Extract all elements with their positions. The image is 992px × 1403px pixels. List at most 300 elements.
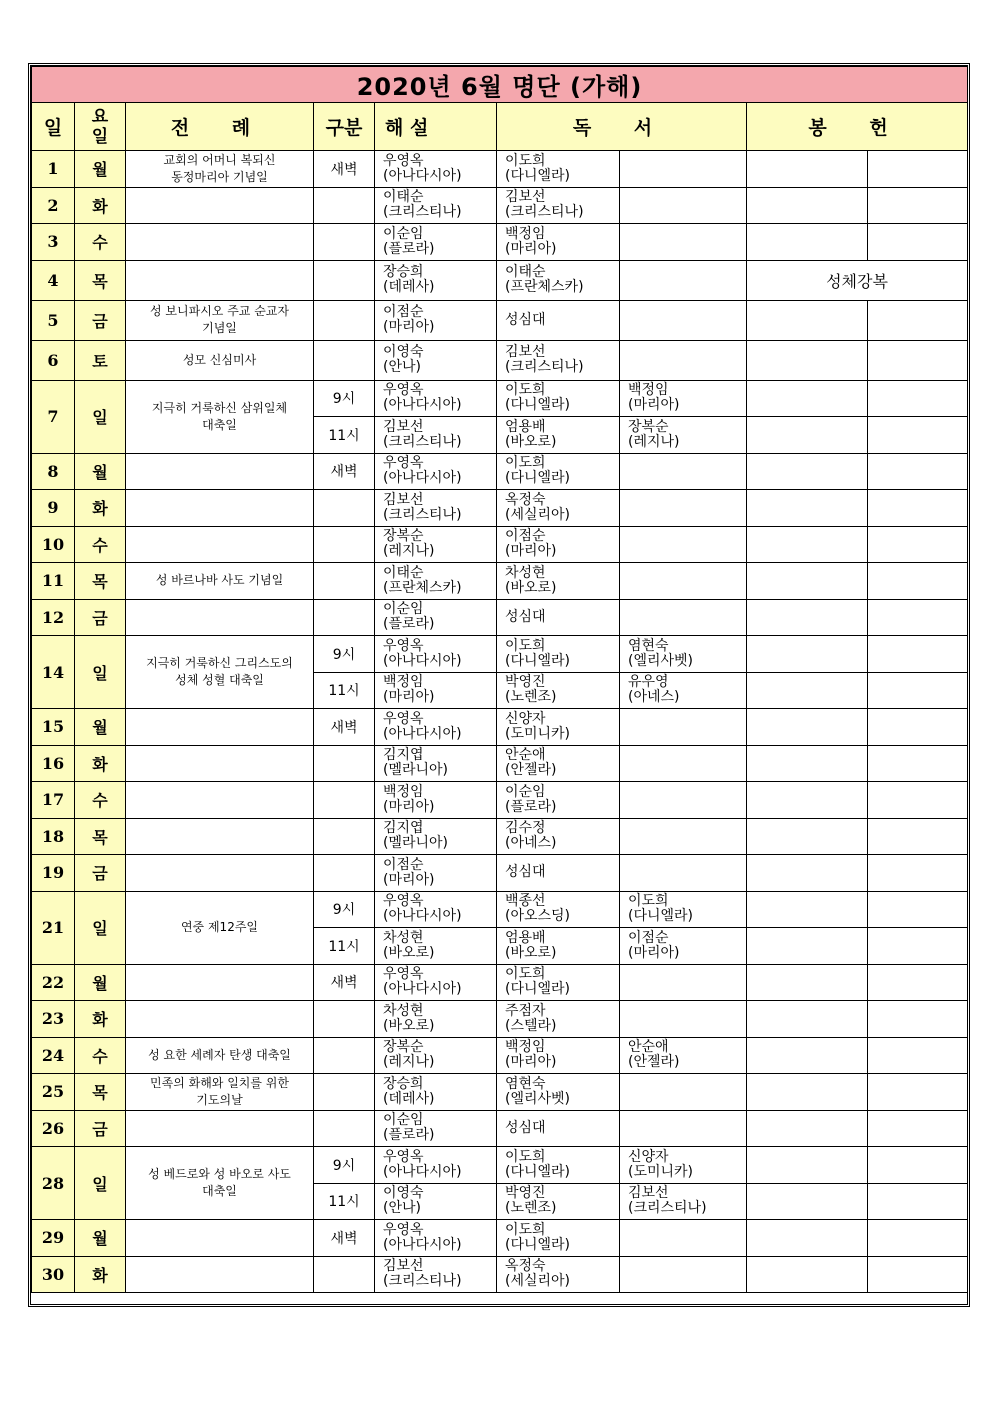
liturgy-line: 연중 제12주일 <box>180 920 259 934</box>
reader-2 <box>620 260 747 300</box>
service-time: 9시 <box>314 1147 375 1184</box>
reader-1-name: 이점순 <box>505 528 546 545</box>
day-of-week: 월 <box>75 964 126 1001</box>
commentator-baptismal: (바오로) <box>383 944 435 961</box>
commentator <box>375 563 497 600</box>
commentator-baptismal: (안나) <box>383 359 421 375</box>
reader-1-baptismal: (아네스) <box>505 835 557 852</box>
commentator-baptismal: (아나다시아) <box>383 397 462 414</box>
service-time <box>314 224 375 261</box>
day-of-week: 수 <box>75 224 126 261</box>
service-time: 새벽 <box>314 1220 375 1257</box>
roster-row <box>32 300 968 340</box>
day-number: 24 <box>32 1037 75 1074</box>
offering-2 <box>868 1220 968 1257</box>
day-of-week: 목 <box>75 563 126 600</box>
roster-row <box>32 709 968 746</box>
liturgy-line: 대축일 <box>202 1184 237 1198</box>
service-time <box>314 1037 375 1074</box>
commentator <box>375 300 497 340</box>
reader-1 <box>497 187 620 224</box>
commentator-baptismal: (플로라) <box>383 240 435 257</box>
reader-1-baptismal: (바오로) <box>505 579 557 596</box>
day-of-week: 월 <box>75 151 126 188</box>
offering-1 <box>747 1183 868 1220</box>
reader-1-name: 염현숙 <box>505 1075 546 1092</box>
day-number: 10 <box>32 526 75 563</box>
reader-1-baptismal: (다니엘라) <box>505 1236 571 1253</box>
roster-row <box>32 224 968 261</box>
liturgy-cell <box>126 453 314 490</box>
offering-1 <box>747 300 868 340</box>
service-time: 새벽 <box>314 964 375 1001</box>
offering-2 <box>868 340 968 380</box>
offering-1 <box>747 453 868 490</box>
commentator-name: 장복순 <box>383 528 424 545</box>
reader-1-name: 이순임 <box>505 783 546 800</box>
reader-2 <box>620 782 747 819</box>
offering-2 <box>868 1037 968 1074</box>
reader-2-baptismal: (아네스) <box>628 689 680 706</box>
reader-1-baptismal: (세실리아) <box>505 1273 571 1290</box>
reader-1-baptismal: (스텔라) <box>505 1017 557 1034</box>
offering-1 <box>747 224 868 261</box>
commentator-baptismal: (아나다시아) <box>383 470 462 487</box>
reader-1-baptismal: (엘리사벳) <box>505 1090 571 1107</box>
service-time <box>314 1256 375 1293</box>
reader-1-baptismal: (마리아) <box>505 240 557 257</box>
roster-row <box>32 855 968 892</box>
liturgy-line: 성 요한 세례자 탄생 대축일 <box>148 1047 291 1062</box>
reader-1 <box>497 1183 620 1220</box>
liturgy-cell <box>126 745 314 782</box>
reader-1-baptismal: (다니엘라) <box>505 167 571 184</box>
day-number: 26 <box>32 1110 75 1147</box>
commentator-baptismal: (멜라니아) <box>383 762 449 779</box>
commentator-baptismal: (데레사) <box>383 1090 435 1107</box>
liturgy-cell <box>126 563 314 600</box>
offering-2 <box>868 1256 968 1293</box>
commentator <box>375 818 497 855</box>
offering-2 <box>868 380 968 417</box>
day-number: 15 <box>32 709 75 746</box>
commentator-name: 이점순 <box>383 304 424 320</box>
roster-row <box>32 380 968 417</box>
service-time <box>314 1110 375 1147</box>
offering-note: 성체강복 <box>747 260 968 300</box>
reader-2-baptismal: (안젤라) <box>628 1054 680 1071</box>
commentator-baptismal: (아나다시아) <box>383 1236 462 1253</box>
reader-2 <box>620 855 747 892</box>
commentator-name: 김지엽 <box>383 820 424 837</box>
liturgy-cell <box>126 300 314 340</box>
reader-1 <box>497 1147 620 1184</box>
liturgy-cell <box>126 340 314 380</box>
commentator <box>375 453 497 490</box>
offering-1 <box>747 599 868 636</box>
offering-1 <box>747 563 868 600</box>
day-number: 14 <box>32 636 75 709</box>
day-number: 11 <box>32 563 75 600</box>
commentator-name: 백정임 <box>383 783 424 800</box>
reader-1-baptismal: (마리아) <box>505 1054 557 1071</box>
service-time <box>314 1074 375 1111</box>
header-reader: 독 서 <box>497 103 747 151</box>
liturgy-line: 교회의 어머니 복되신 <box>163 152 276 167</box>
day-of-week: 월 <box>75 453 126 490</box>
reader-1 <box>497 891 620 928</box>
commentator-baptismal: (마리아) <box>383 798 435 815</box>
reader-1 <box>497 417 620 454</box>
service-time: 9시 <box>314 380 375 417</box>
service-time <box>314 782 375 819</box>
day-of-week: 금 <box>75 599 126 636</box>
day-number: 21 <box>32 891 75 964</box>
reader-1 <box>497 672 620 709</box>
liturgy-cell <box>126 818 314 855</box>
offering-1 <box>747 672 868 709</box>
reader-1-name: 이도희 <box>505 152 546 169</box>
liturgy-line: 민족의 화해와 일치를 위한 <box>150 1075 289 1090</box>
service-time <box>314 490 375 527</box>
commentator <box>375 1183 497 1220</box>
commentator-baptismal: (아나다시아) <box>383 167 462 184</box>
commentator-baptismal: (플로라) <box>383 1127 435 1144</box>
offering-1 <box>747 636 868 673</box>
liturgy-line: 성 베드로와 성 바오로 사도 <box>148 1167 291 1181</box>
reader-1 <box>497 224 620 261</box>
commentator <box>375 1256 497 1293</box>
reader-1-baptismal: (다니엘라) <box>505 470 571 487</box>
liturgy-line: 동정마리아 기념일 <box>171 169 268 184</box>
day-of-week: 목 <box>75 260 126 300</box>
offering-2 <box>868 453 968 490</box>
commentator-baptismal: (멜라니아) <box>383 835 449 852</box>
reader-2 <box>620 380 747 417</box>
reader-2 <box>620 187 747 224</box>
commentator-baptismal: (데레사) <box>383 279 435 295</box>
header-liturgy: 전 례 <box>126 103 314 151</box>
reader-1 <box>497 453 620 490</box>
commentator-baptismal: (아나다시아) <box>383 1163 462 1180</box>
commentator-baptismal: (아나다시아) <box>383 652 462 669</box>
liturgy-cell <box>126 490 314 527</box>
page-title: 2020년 6월 명단 (가해) <box>32 67 968 103</box>
liturgy-line: 지극히 거룩하신 그리스도의 <box>146 656 293 670</box>
reader-1-baptismal: (안젤라) <box>505 762 557 779</box>
day-number: 29 <box>32 1220 75 1257</box>
liturgy-cell <box>126 224 314 261</box>
service-time <box>314 818 375 855</box>
day-of-week: 화 <box>75 1256 126 1293</box>
offering-2 <box>868 1110 968 1147</box>
day-number: 18 <box>32 818 75 855</box>
day-of-week: 토 <box>75 340 126 380</box>
reader-1 <box>497 782 620 819</box>
offering-1 <box>747 490 868 527</box>
commentator <box>375 151 497 188</box>
reader-1-name: 엄용배 <box>505 929 546 946</box>
liturgy-cell <box>126 964 314 1001</box>
offering-1 <box>747 818 868 855</box>
day-number: 7 <box>32 380 75 453</box>
liturgy-cell <box>126 260 314 300</box>
reader-1 <box>497 1256 620 1293</box>
commentator <box>375 417 497 454</box>
liturgy-cell <box>126 1147 314 1220</box>
offering-2 <box>868 891 968 928</box>
reader-1-name: 백종선 <box>505 893 546 910</box>
roster-row <box>32 599 968 636</box>
roster-row <box>32 260 968 300</box>
service-time: 11시 <box>314 672 375 709</box>
reader-1-name: 김수정 <box>505 820 546 837</box>
commentator <box>375 782 497 819</box>
day-of-week: 수 <box>75 1037 126 1074</box>
offering-2 <box>868 526 968 563</box>
service-time: 새벽 <box>314 709 375 746</box>
commentator-name: 김보선 <box>383 1258 424 1275</box>
commentator-name: 김보선 <box>383 491 424 508</box>
reader-1-baptismal: (다니엘라) <box>505 397 571 414</box>
day-number: 8 <box>32 453 75 490</box>
day-number: 25 <box>32 1074 75 1111</box>
offering-1 <box>747 1220 868 1257</box>
offering-2 <box>868 709 968 746</box>
commentator-baptismal: (아나다시아) <box>383 908 462 925</box>
commentator-baptismal: (프란체스카) <box>383 579 462 596</box>
reader-1 <box>497 745 620 782</box>
commentator-name: 우영옥 <box>383 1221 424 1238</box>
roster-row <box>32 782 968 819</box>
roster-row <box>32 745 968 782</box>
reader-1-baptismal: (바오로) <box>505 433 557 450</box>
offering-2 <box>868 855 968 892</box>
offering-2 <box>868 224 968 261</box>
day-of-week: 화 <box>75 187 126 224</box>
reader-1-name: 성심대 <box>505 608 546 625</box>
liturgy-cell <box>126 151 314 188</box>
reader-2 <box>620 964 747 1001</box>
commentator <box>375 260 497 300</box>
offering-2 <box>868 672 968 709</box>
commentator-name: 장승희 <box>383 264 424 280</box>
service-time: 새벽 <box>314 453 375 490</box>
reader-1 <box>497 526 620 563</box>
commentator <box>375 1001 497 1038</box>
reader-1-name: 이도희 <box>505 966 546 983</box>
commentator-name: 차성현 <box>383 929 424 946</box>
liturgy-cell <box>126 782 314 819</box>
reader-2 <box>620 224 747 261</box>
reader-2 <box>620 1256 747 1293</box>
offering-1 <box>747 891 868 928</box>
reader-1 <box>497 928 620 965</box>
reader-1-name: 이도희 <box>505 455 546 472</box>
offering-2 <box>868 490 968 527</box>
roster-row <box>32 1074 968 1111</box>
liturgy-cell <box>126 1256 314 1293</box>
day-of-week: 월 <box>75 1220 126 1257</box>
commentator-baptismal: (안나) <box>383 1200 421 1217</box>
roster-row <box>32 151 968 188</box>
reader-2 <box>620 599 747 636</box>
commentator-baptismal: (플로라) <box>383 616 435 633</box>
reader-1 <box>497 260 620 300</box>
service-time: 9시 <box>314 636 375 673</box>
commentator-name: 백정임 <box>383 674 424 691</box>
commentator <box>375 1220 497 1257</box>
reader-1-name: 박영진 <box>505 1185 546 1202</box>
commentator-name: 이순임 <box>383 601 424 618</box>
day-number: 6 <box>32 340 75 380</box>
reader-1-baptismal: (아오스딩) <box>505 908 571 925</box>
commentator-name: 이영숙 <box>383 344 424 360</box>
day-of-week: 금 <box>75 300 126 340</box>
commentator <box>375 599 497 636</box>
day-number: 28 <box>32 1147 75 1220</box>
reader-2 <box>620 818 747 855</box>
reader-1 <box>497 490 620 527</box>
reader-1 <box>497 1037 620 1074</box>
service-time <box>314 855 375 892</box>
reader-1-baptismal: (세실리아) <box>505 506 571 523</box>
day-of-week: 월 <box>75 709 126 746</box>
roster-row <box>32 187 968 224</box>
reader-2 <box>620 340 747 380</box>
reader-2 <box>620 745 747 782</box>
service-time <box>314 745 375 782</box>
day-of-week: 금 <box>75 1110 126 1147</box>
liturgy-cell <box>126 1074 314 1111</box>
service-time: 11시 <box>314 928 375 965</box>
liturgy-line: 지극히 거룩하신 삼위일체 <box>151 400 288 415</box>
reader-1 <box>497 151 620 188</box>
liturgy-line: 대축일 <box>202 417 237 432</box>
commentator-name: 이영숙 <box>383 1185 424 1202</box>
reader-2 <box>620 1147 747 1184</box>
reader-1 <box>497 340 620 380</box>
reader-2 <box>620 563 747 600</box>
commentator-name: 장복순 <box>383 1039 424 1056</box>
liturgy-line: 성체 성혈 대축일 <box>175 673 264 687</box>
reader-2-name: 염현숙 <box>628 637 669 654</box>
service-time <box>314 526 375 563</box>
commentator <box>375 380 497 417</box>
day-number: 30 <box>32 1256 75 1293</box>
commentator-name: 우영옥 <box>383 152 424 169</box>
liturgy-cell <box>126 1110 314 1147</box>
commentator <box>375 187 497 224</box>
commentator <box>375 964 497 1001</box>
day-number: 9 <box>32 490 75 527</box>
reader-2 <box>620 490 747 527</box>
offering-1 <box>747 526 868 563</box>
day-number: 23 <box>32 1001 75 1038</box>
reader-1-baptismal: (다니엘라) <box>505 1163 571 1180</box>
liturgy-line: 기념일 <box>202 321 237 335</box>
commentator-name: 이순임 <box>383 225 424 242</box>
reader-2 <box>620 1074 747 1111</box>
offering-2 <box>868 782 968 819</box>
reader-2-baptismal: (엘리사벳) <box>628 652 694 669</box>
reader-2-name: 유우영 <box>628 674 669 691</box>
reader-2 <box>620 417 747 454</box>
offering-2 <box>868 187 968 224</box>
reader-1-name: 옥정숙 <box>505 491 546 508</box>
liturgy-cell <box>126 709 314 746</box>
header-day: 일 <box>32 103 75 151</box>
offering-1 <box>747 1074 868 1111</box>
offering-2 <box>868 1074 968 1111</box>
reader-2-name: 이점순 <box>628 929 669 946</box>
commentator-name: 이태순 <box>383 189 424 206</box>
reader-1-name: 성심대 <box>505 1119 546 1136</box>
day-of-week: 수 <box>75 526 126 563</box>
offering-2 <box>868 599 968 636</box>
service-time <box>314 563 375 600</box>
roster-row <box>32 1110 968 1147</box>
roster-row <box>32 490 968 527</box>
roster-row <box>32 818 968 855</box>
liturgy-line: 성 보니파시오 주교 순교자 <box>150 304 289 318</box>
liturgy-cell <box>126 599 314 636</box>
day-of-week: 금 <box>75 855 126 892</box>
roster-row <box>32 526 968 563</box>
header-commentary: 해 설 <box>375 103 497 151</box>
offering-1 <box>747 151 868 188</box>
commentator-baptismal: (마리아) <box>383 319 435 335</box>
header-offering: 봉 헌 <box>747 103 968 151</box>
reader-1-name: 이도희 <box>505 382 546 399</box>
offering-1 <box>747 1147 868 1184</box>
commentator-name: 우영옥 <box>383 893 424 910</box>
reader-1 <box>497 818 620 855</box>
reader-2 <box>620 672 747 709</box>
reader-1-baptismal: (노렌조) <box>505 689 557 706</box>
service-time: 새벽 <box>314 151 375 188</box>
day-number: 1 <box>32 151 75 188</box>
service-time: 11시 <box>314 417 375 454</box>
day-of-week: 일 <box>75 891 126 964</box>
reader-1-name: 이태순 <box>505 264 546 280</box>
reader-2 <box>620 928 747 965</box>
day-number: 17 <box>32 782 75 819</box>
reader-1 <box>497 300 620 340</box>
roster-row <box>32 1256 968 1293</box>
service-time <box>314 340 375 380</box>
liturgy-line: 성모 신심미사 <box>182 352 257 367</box>
day-of-week: 화 <box>75 745 126 782</box>
reader-1-name: 이도희 <box>505 1148 546 1165</box>
offering-2 <box>868 563 968 600</box>
reader-1-baptismal: (크리스티나) <box>505 204 584 221</box>
reader-2-name: 김보선 <box>628 1185 669 1202</box>
commentator-name: 차성현 <box>383 1002 424 1019</box>
reader-1 <box>497 563 620 600</box>
reader-1 <box>497 1074 620 1111</box>
reader-1 <box>497 709 620 746</box>
day-number: 12 <box>32 599 75 636</box>
offering-2 <box>868 151 968 188</box>
reader-2 <box>620 709 747 746</box>
commentator-name: 이태순 <box>383 564 424 581</box>
service-time <box>314 1001 375 1038</box>
reader-2 <box>620 300 747 340</box>
liturgy-cell <box>126 891 314 964</box>
reader-2-baptismal: (크리스티나) <box>628 1200 707 1217</box>
offering-1 <box>747 782 868 819</box>
